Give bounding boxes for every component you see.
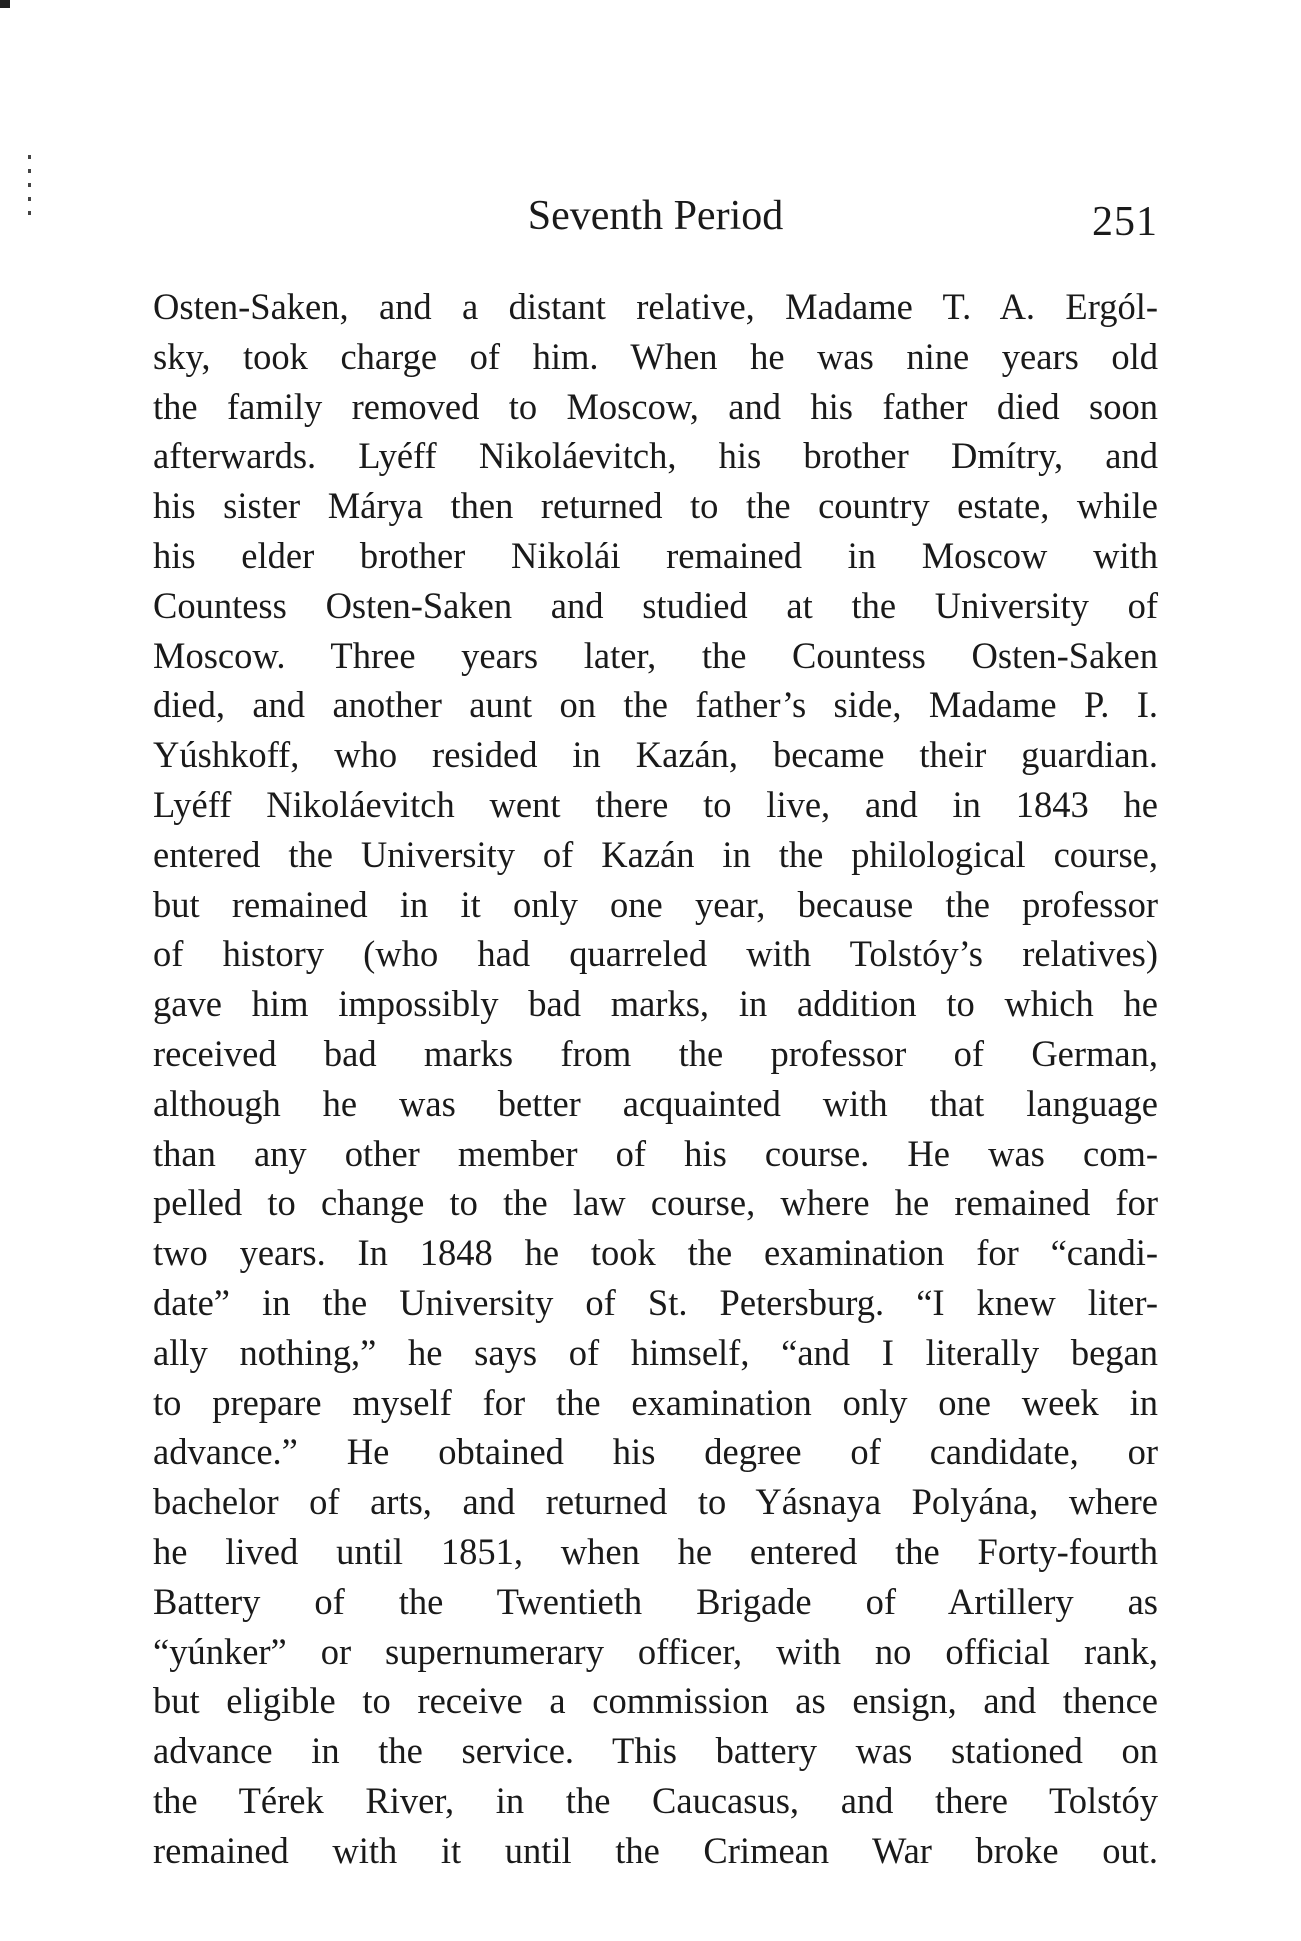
text-line: “yúnker” or supernumerary officer, with no official rank, [153,1630,1158,1672]
text-line: his elder brother Nikolái remained in Moscow with [153,534,1158,576]
text-line: Countess Osten-Saken and studied at the University of [153,584,1158,626]
page-number: 251 [1092,199,1158,245]
text-line: Yúshkoff, who resided in Kazán, became their guardian. [153,734,1158,776]
text-line: the Térek River, in the Caucasus, and there Tolstóy [153,1779,1158,1821]
text-line: ally nothing,” he says of himself, “and I literally began [153,1331,1158,1373]
body-text [153,282,1158,1876]
text-line: of history (who had quarreled with Tolstóy’s relatives) [153,933,1158,975]
text-line: the family removed to Moscow, and his father died soon [153,385,1158,427]
text-line: he lived until 1851, when he entered the Forty-fourth [153,1530,1158,1572]
text-line: Moscow. Three years later, the Countess Osten-Saken [153,634,1158,676]
text-line: gave him impossibly bad marks, in addition to which he [153,983,1158,1025]
text-line: but remained in it only one year, because the professor [153,883,1158,925]
running-title: Seventh Period [527,193,784,239]
text-line: Battery of the Twentieth Brigade of Artillery as [153,1580,1158,1622]
scan-speck [0,0,10,8]
text-line: advance in the service. This battery was stationed on [153,1730,1158,1772]
text-line: died, and another aunt on the father’s side, Madame P. I. [153,684,1158,726]
scan-speck [28,155,31,225]
page-header [153,192,1158,245]
text-line: bachelor of arts, and returned to Yásnaya Polyána, where [153,1481,1158,1523]
text-line: two years. In 1848 he took the examination for “candi- [153,1232,1158,1274]
text-line: his sister Márya then returned to the country estate, while [153,485,1158,527]
text-line: than any other member of his course. He was com- [153,1132,1158,1174]
text-line: Lyéff Nikoláevitch went there to live, and in 1843 he [153,783,1158,825]
text-line: to prepare myself for the examination only one week in [153,1381,1158,1423]
text-line: advance.” He obtained his degree of candidate, or [153,1431,1158,1473]
text-line: pelled to change to the law course, where he remained for [153,1182,1158,1224]
text-line: afterwards. Lyéff Nikoláevitch, his brother Dmítry, and [153,435,1158,477]
text-line: received bad marks from the professor of German, [153,1032,1158,1074]
text-line: but eligible to receive a commission as ensign, and thence [153,1680,1158,1722]
text-line: remained with it until the Crimean War broke out. [153,1829,1158,1871]
text-line: sky, took charge of him. When he was nine years old [153,335,1158,377]
text-line: although he was better acquainted with that language [153,1082,1158,1124]
text-line: date” in the University of St. Petersburg. “I knew liter- [153,1281,1158,1323]
text-line: entered the University of Kazán in the philological course, [153,833,1158,875]
text-line: Osten-Saken, and a distant relative, Madame T. A. Ergól- [153,286,1158,327]
